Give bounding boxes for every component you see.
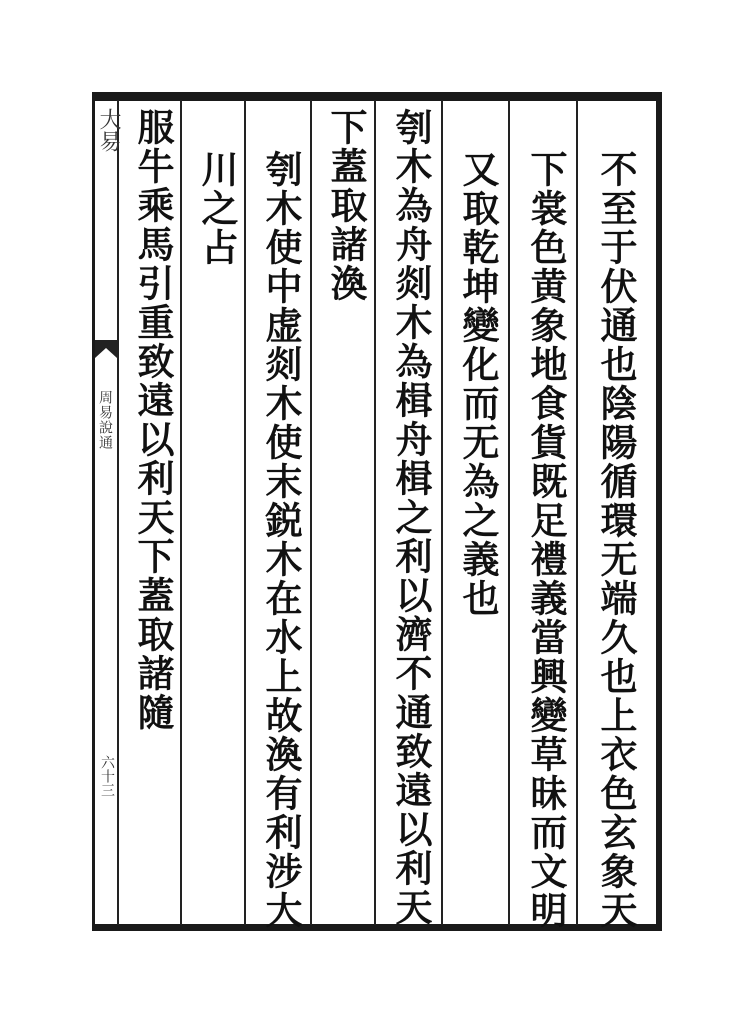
gutter-title-top: 大易 xyxy=(96,108,121,152)
column-divider xyxy=(310,100,312,925)
fishtail-mark-icon xyxy=(95,340,117,358)
gutter-strip xyxy=(96,100,114,925)
text-column-4: 刳木為舟剡木為楫舟楫之利以濟不通致遠以利天 xyxy=(389,108,433,927)
page-number: 六十三 xyxy=(99,755,115,797)
text-column-1: 不至于伏通也陰陽循環无端久也上衣色玄象天 xyxy=(594,150,638,930)
text-column-5: 下蓋取諸渙 xyxy=(324,108,368,303)
text-column-8: 服牛乘馬引重致遠以利天下蓋取諸隨 xyxy=(131,108,175,732)
column-divider xyxy=(508,100,510,925)
text-column-3: 又取乾坤變化而无為之義也 xyxy=(456,150,500,618)
text-column-7: 川之占 xyxy=(195,150,239,267)
gutter-book-title: 周易說通 xyxy=(97,390,113,450)
frame-right-border xyxy=(656,92,662,931)
text-column-6: 刳木使中虚剡木使末鋭木在水上故渙有利涉大 xyxy=(259,150,303,930)
column-divider xyxy=(576,100,578,925)
column-divider xyxy=(441,100,443,925)
column-divider xyxy=(180,100,182,925)
text-column-2: 下裳色黄象地食貨既足禮義當興變草昧而文明 xyxy=(524,150,568,930)
column-divider xyxy=(117,100,119,925)
column-divider xyxy=(244,100,246,925)
frame-left-border xyxy=(92,92,95,931)
frame-bottom-border xyxy=(92,924,662,931)
column-divider xyxy=(374,100,376,925)
